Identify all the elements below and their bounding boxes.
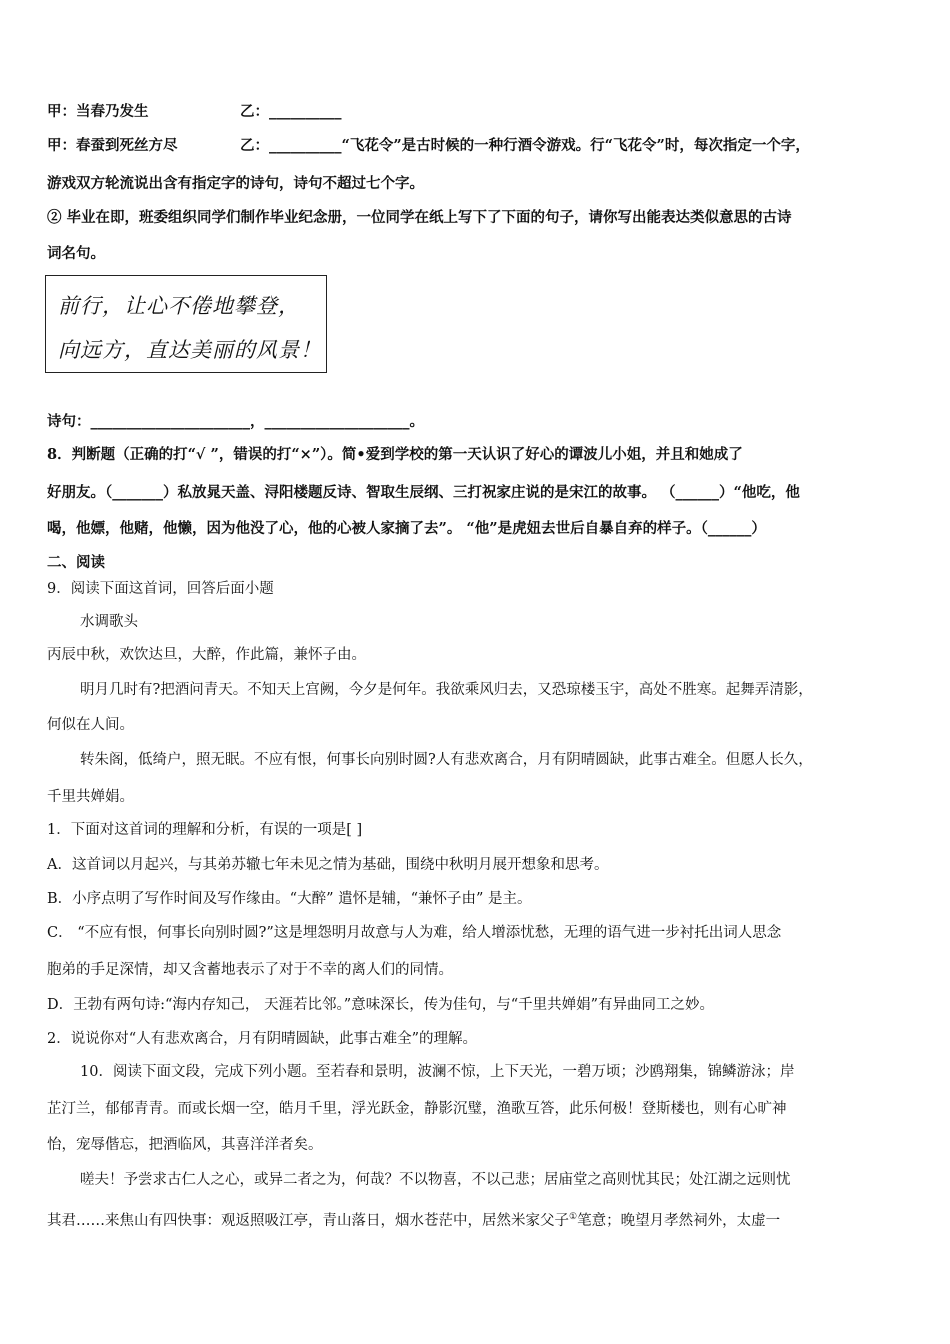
paragraph-line: 游戏双方轮流说出含有指定字的诗句，诗句不超过七个字。: [47, 175, 424, 192]
footnote-marker: ①: [569, 1212, 578, 1222]
question-8-line: 喝，他嫖，他赌，他懒，因为他没了心，他的心被人家摘了去”。 “他”是虎妞去世后自暴自弃的样子。（______）: [47, 520, 766, 537]
fill-line-1-left: 甲：当春乃发生: [47, 103, 149, 120]
question-8-line: 8．判断题（正确的打“√ ”，错误的打“×”）。简•爱到学校的第一天认识了好心的谭波儿小姐，并且和她成了: [47, 446, 743, 463]
answer-line-poem: 诗句：______________________，____________________。: [47, 413, 424, 430]
question-2-line: ② 毕业在即，班委组织同学们制作毕业纪念册，一位同学在纸上写下了下面的句子，请你写出能表达类似意思的古诗: [47, 209, 792, 226]
fill-line-2-right: 乙：__________“飞花令”是古时候的一种行酒令游戏。行“飞花令”时，每次指定一个字，: [240, 137, 810, 154]
handwriting-line-1: 前行，让心不倦地攀登，: [58, 294, 300, 318]
question-10-line: [47, 1208, 780, 1230]
fill-line-2-left: 甲：春蚕到死丝方尽: [47, 137, 178, 154]
sub-question-1: 1．下面对这首词的理解和分析，有误的一项是[ ]: [47, 822, 363, 838]
question-8-line: 好朋友。（_______）私放晁天盖、浔阳楼题反诗、智取生辰纲、三打祝家庄说的是宋江的故事。 （______）“他吃，他: [47, 484, 800, 501]
question-9-prompt: 9．阅读下面这首词，回答后面小题: [47, 581, 274, 597]
question-2-line: 词名句。: [47, 245, 105, 262]
handwriting-line-2: 向远方，直达美丽的风景！: [58, 338, 322, 362]
question-10-line: 嗟夫！予尝求古仁人之心，或异二者之为，何哉？不以物喜，不以己悲；居庙堂之高则忧其民；处江湖之远则忧: [80, 1172, 791, 1188]
question-10-text: 其君……来焦山有四快事：观返照吸江亭，青山落日，烟水苍茫中，居然米家父子: [47, 1212, 569, 1229]
option-a: A．这首词以月起兴，与其弟苏辙七年未见之情为基础，围绕中秋明月展开想象和思考。: [47, 857, 609, 873]
question-10-line: 怡，宠辱偕忘，把酒临风，其喜洋洋者矣。: [47, 1137, 323, 1153]
sub-question-2: 2．说说你对“人有悲欢离合，月有阴晴圆缺，此事古难全”的理解。: [47, 1031, 478, 1047]
question-10-line: 芷汀兰，郁郁青青。而或长烟一空，皓月千里，浮光跃金，静影沉璧，渔歌互答，此乐何极！登斯楼也，则有心旷神: [47, 1101, 787, 1117]
poem-line: 何似在人间。: [47, 717, 134, 733]
poem-title: 水调歌头: [80, 614, 138, 630]
option-b: B．小序点明了写作时间及写作缘由。“大醉” 遣怀是辅，“兼怀子由” 是主。: [47, 891, 532, 907]
option-c-cont: 胞弟的手足深情，却又含蓄地表示了对于不幸的离人们的同情。: [47, 962, 453, 978]
option-c: C． “不应有恨，何事长向别时圆?”这是埋怨明月故意与人为难，给人增添忧愁，无理的语气进一步衬托出词人思念: [47, 925, 782, 941]
fill-line-1-right: 乙：__________: [240, 103, 342, 120]
section-heading: 二、阅读: [47, 554, 105, 571]
poem-line: 明月几时有?把酒问青天。不知天上宫阙，今夕是何年。我欲乘风归去，又恐琼楼玉宇，高处不胜寒。起舞弄清影，: [80, 682, 813, 698]
option-d: D．王勃有两句诗:“海内存知己， 天涯若比邻。”意味深长，传为佳句，与“千里共婵娟”有异曲同工之妙。: [47, 997, 715, 1013]
poem-preface: 丙辰中秋，欢饮达旦，大醉，作此篇，兼怀子由。: [47, 647, 366, 663]
poem-line: 千里共婵娟。: [47, 789, 134, 805]
handwriting-card: [45, 275, 327, 373]
question-10-text: 笔意；晚望月孝然祠外，太虚一: [577, 1212, 781, 1229]
question-10-line: 10．阅读下面文段，完成下列小题。至若春和景明，波澜不惊，上下天光，一碧万顷；沙鸥翔集，锦鳞游泳；岸: [80, 1064, 795, 1080]
poem-line: 转朱阁，低绮户，照无眠。不应有恨，何事长向别时圆?人有悲欢离合，月有阴晴圆缺，此事古难全。但愿人长久，: [80, 752, 813, 768]
